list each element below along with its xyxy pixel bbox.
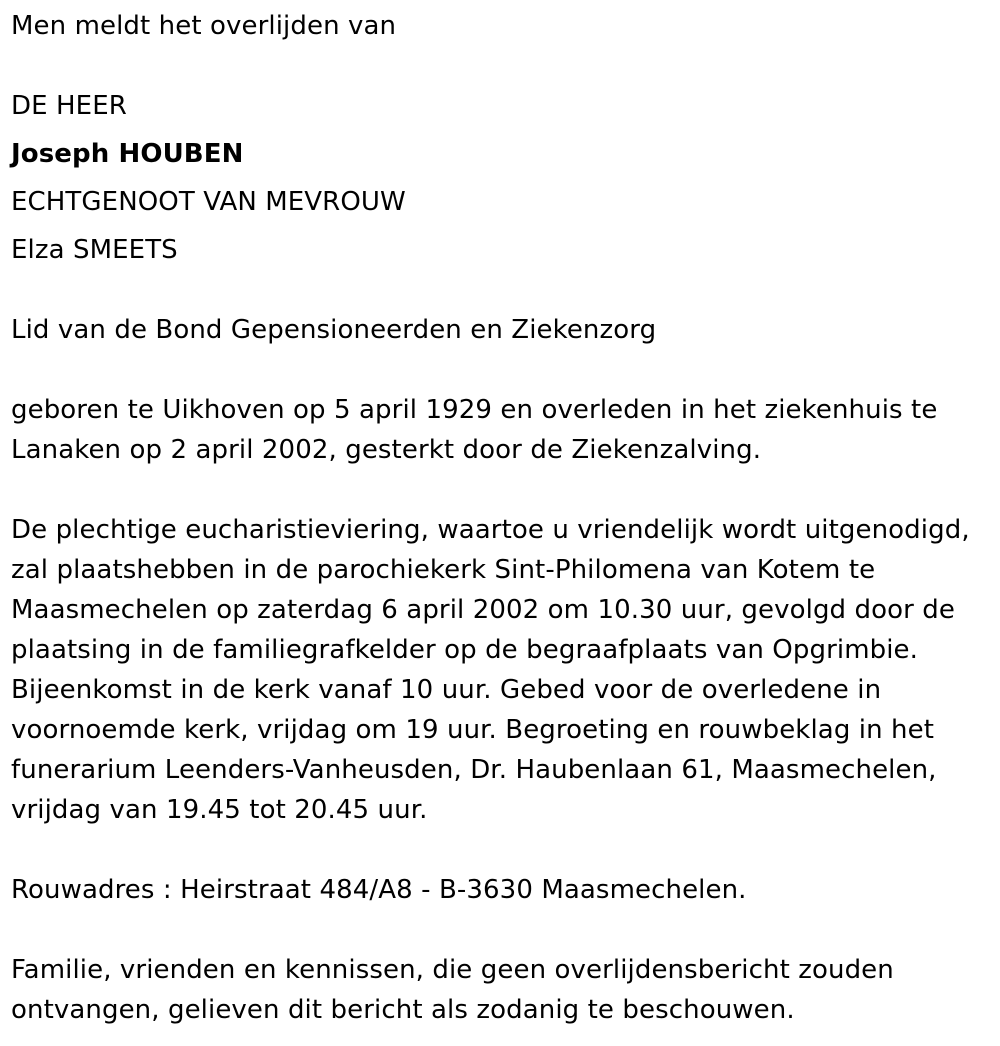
ceremony-line: plaatsing in de familiegrafkelder op de begraafplaats van Opgrimbie. — [11, 635, 919, 665]
intro-text: Men meldt het overlijden van — [11, 11, 397, 41]
ceremony-line: voornoemde kerk, vrijdag om 19 uur. Begroeting en rouwbeklag in het — [11, 715, 935, 745]
ceremony-line: zal plaatshebben in de parochiekerk Sint-Philomena van Kotem te — [11, 555, 876, 585]
ceremony-line: Bijeenkomst in de kerk vanaf 10 uur. Gebed voor de overledene in — [11, 675, 882, 705]
closing-line-1: Familie, vrienden en kennissen, die geen overlijdensbericht zouden — [11, 955, 894, 985]
title-prefix: DE HEER — [11, 91, 127, 121]
ceremony-line: vrijdag van 19.45 tot 20.45 uur. — [11, 795, 428, 825]
spouse-name: Elza SMEETS — [11, 235, 178, 265]
membership-text: Lid van de Bond Gepensioneerden en Ziekenzorg — [11, 315, 657, 345]
ceremony-line: De plechtige eucharistieviering, waartoe u vriendelijk wordt uitgenodigd, — [11, 515, 970, 545]
ceremony-line: funerarium Leenders-Vanheusden, Dr. Haubenlaan 61, Maasmechelen, — [11, 755, 937, 785]
ceremony-line: Maasmechelen op zaterdag 6 april 2002 om 10.30 uur, gevolgd door de — [11, 595, 955, 625]
deceased-name: Joseph HOUBEN — [11, 139, 244, 169]
birth-death-line-1: geboren te Uikhoven op 5 april 1929 en overleden in het ziekenhuis te — [11, 395, 938, 425]
birth-death-line-2: Lanaken op 2 april 2002, gesterkt door de Ziekenzalving. — [11, 435, 762, 465]
address-text: Rouwadres : Heirstraat 484/A8 - B-3630 Maasmechelen. — [11, 875, 747, 905]
closing-line-2: ontvangen, gelieven dit bericht als zodanig te beschouwen. — [11, 995, 795, 1025]
spouse-label: ECHTGENOOT VAN MEVROUW — [11, 187, 406, 217]
